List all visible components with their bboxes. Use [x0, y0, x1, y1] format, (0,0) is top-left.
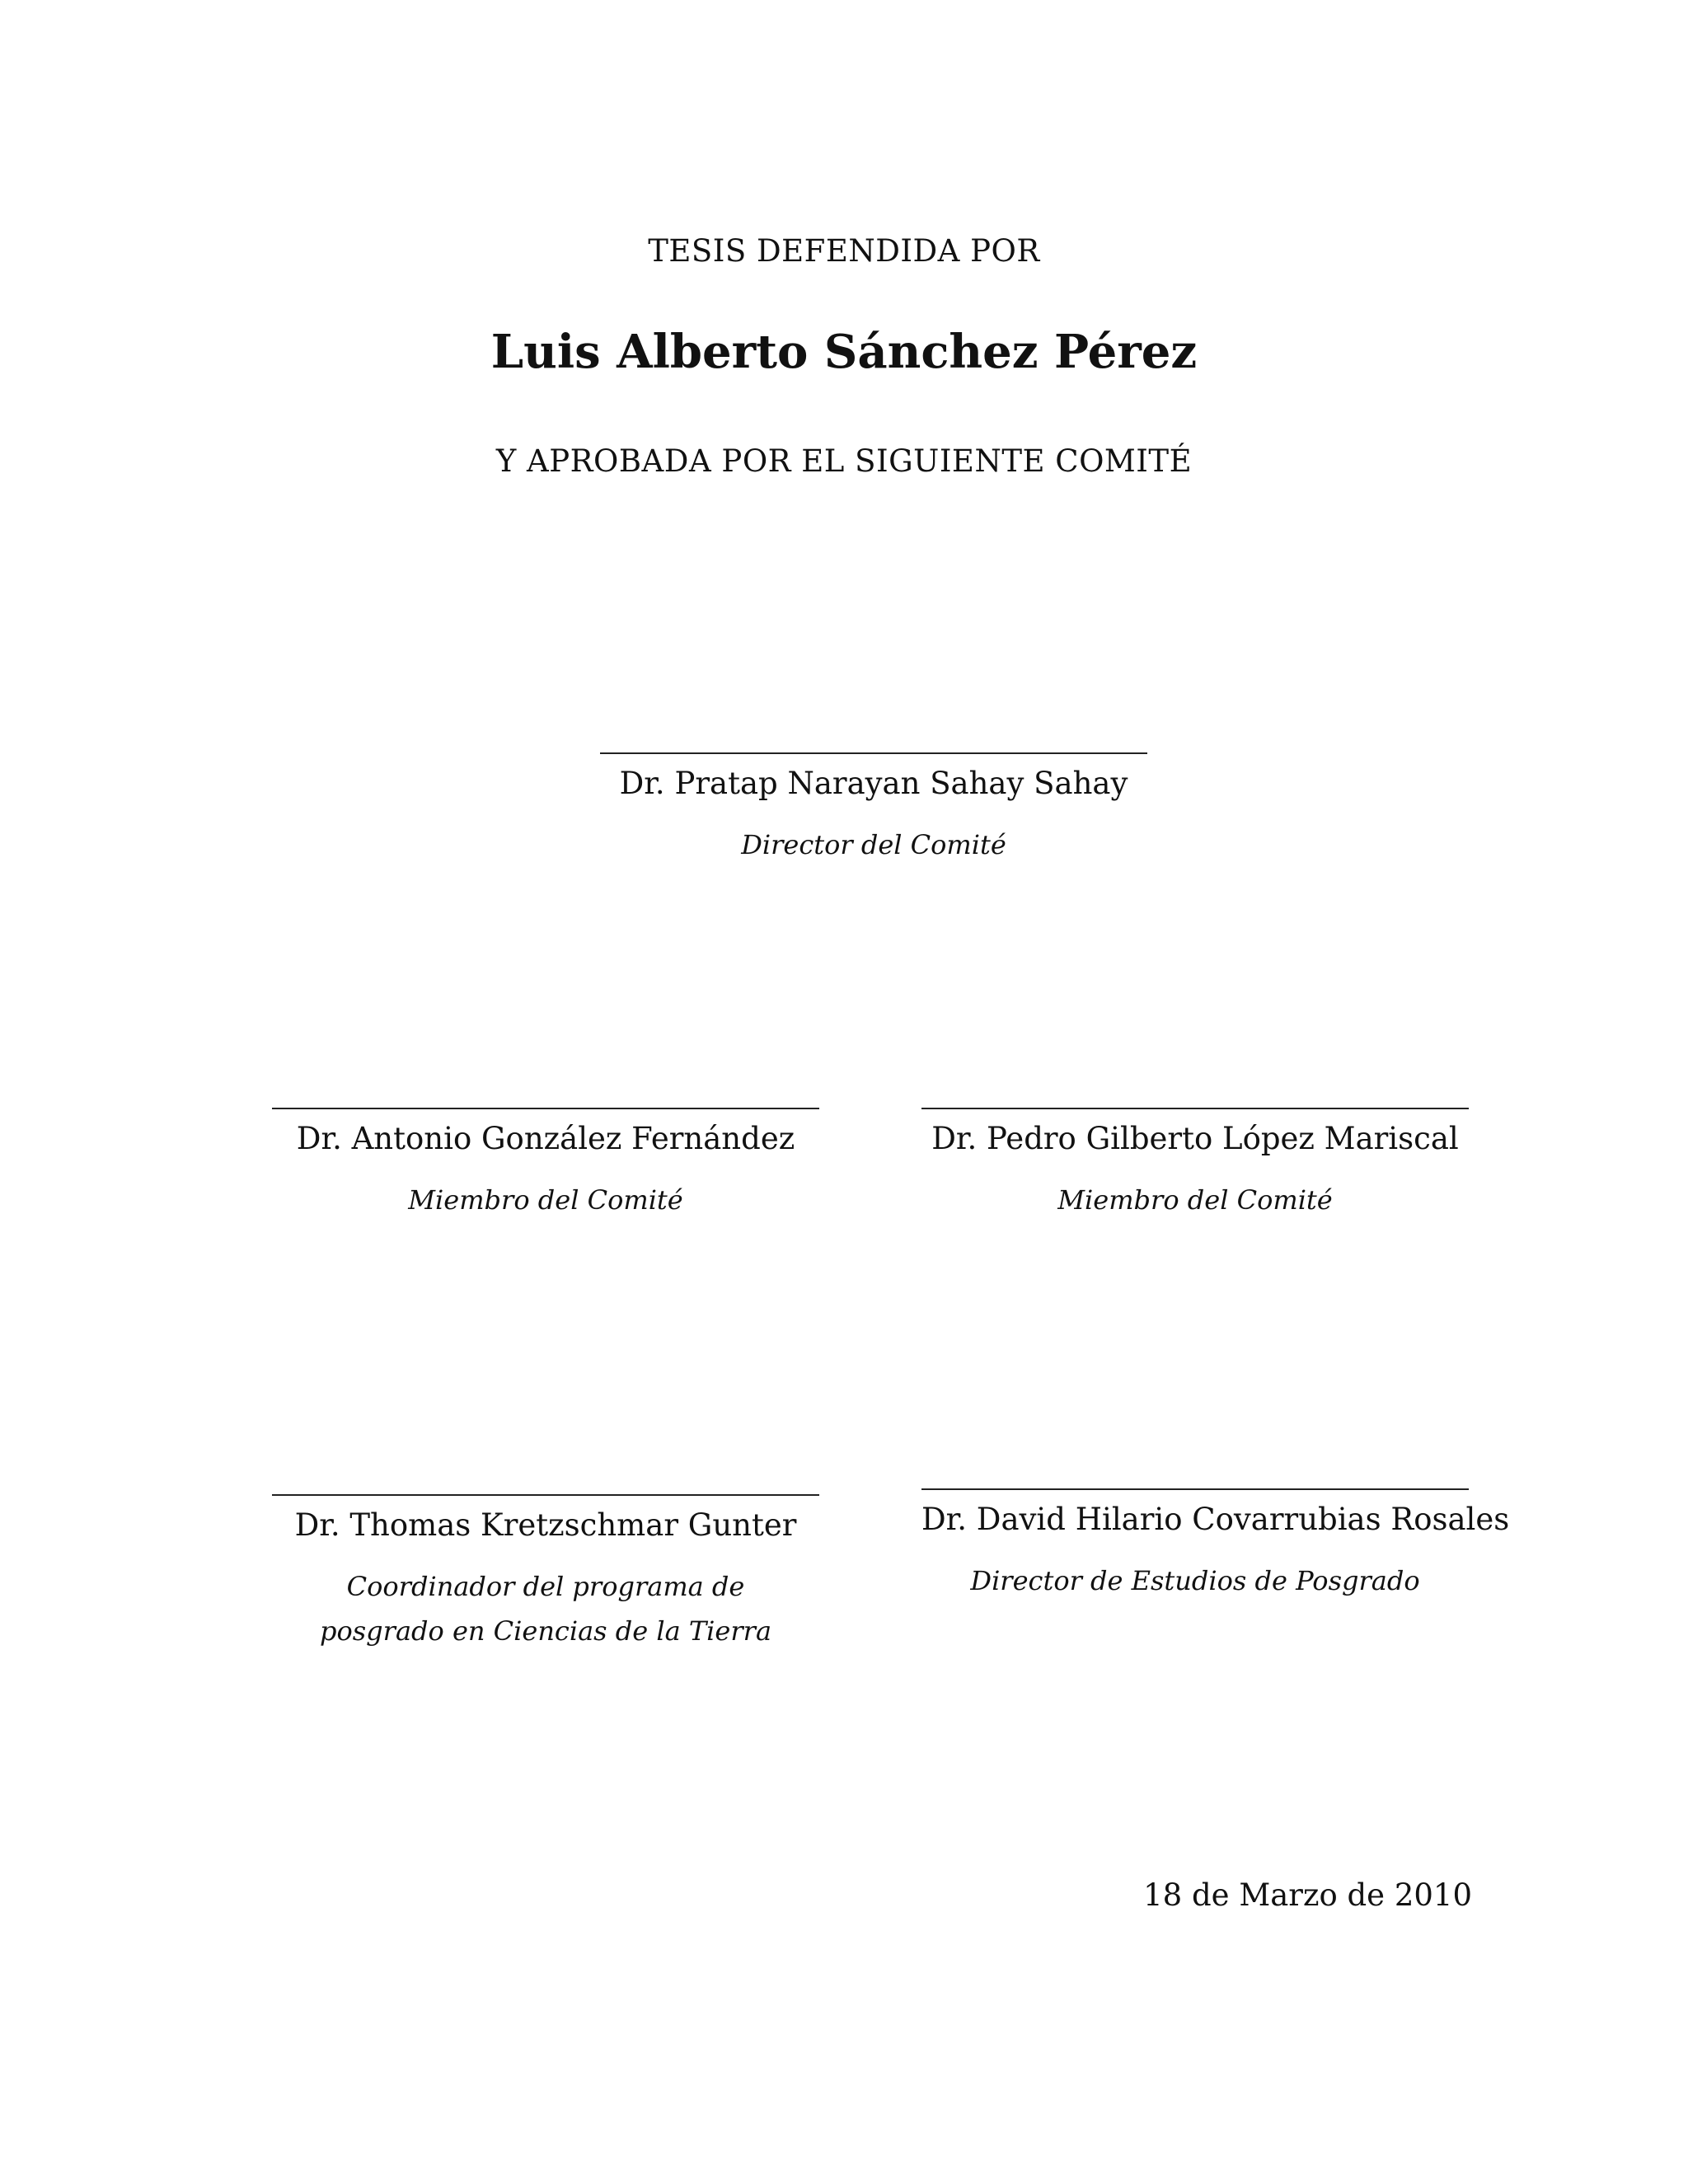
signer-role: Director de Estudios de Posgrado	[970, 1565, 1420, 1596]
signature-block-member-1	[272, 1108, 819, 1222]
signature-block-director	[600, 752, 1147, 867]
signer-name: Dr. Thomas Kretzschmar Gunter	[294, 1507, 797, 1543]
signer-name: Dr. Pedro Gilberto López Mariscal	[931, 1121, 1459, 1156]
signer-role: Miembro del Comité	[408, 1184, 683, 1216]
signer-role-line-2: posgrado en Ciencias de la Tierra	[319, 1615, 772, 1647]
signer-name: Dr. David Hilario Covarrubias Rosales	[921, 1502, 1510, 1537]
signer-name: Dr. Pratap Narayan Sahay Sahay	[619, 766, 1128, 801]
author-name: Luis Alberto Sánchez Pérez	[490, 325, 1198, 379]
signer-role: Miembro del Comité	[1057, 1184, 1333, 1216]
signature-block-studies-director	[921, 1488, 1510, 1603]
approved-by-heading: Y APROBADA POR EL SIGUIENTE COMITÉ	[495, 443, 1193, 479]
signer-role-line-1: Coordinador del programa de	[346, 1571, 745, 1602]
signer-role	[272, 1564, 819, 1653]
signer-role: Director del Comité	[741, 829, 1006, 860]
approval-date: 18 de Marzo de 2010	[1143, 1877, 1472, 1913]
signature-line	[921, 1488, 1469, 1490]
signature-block-member-2	[921, 1108, 1469, 1222]
signature-block-coordinator	[272, 1494, 819, 1653]
defended-by-heading: TESIS DEFENDIDA POR	[648, 233, 1040, 269]
signature-line	[272, 1494, 819, 1496]
signature-line	[600, 752, 1147, 754]
signature-line	[272, 1108, 819, 1109]
signer-name: Dr. Antonio González Fernández	[296, 1121, 795, 1156]
signature-line	[921, 1108, 1469, 1109]
